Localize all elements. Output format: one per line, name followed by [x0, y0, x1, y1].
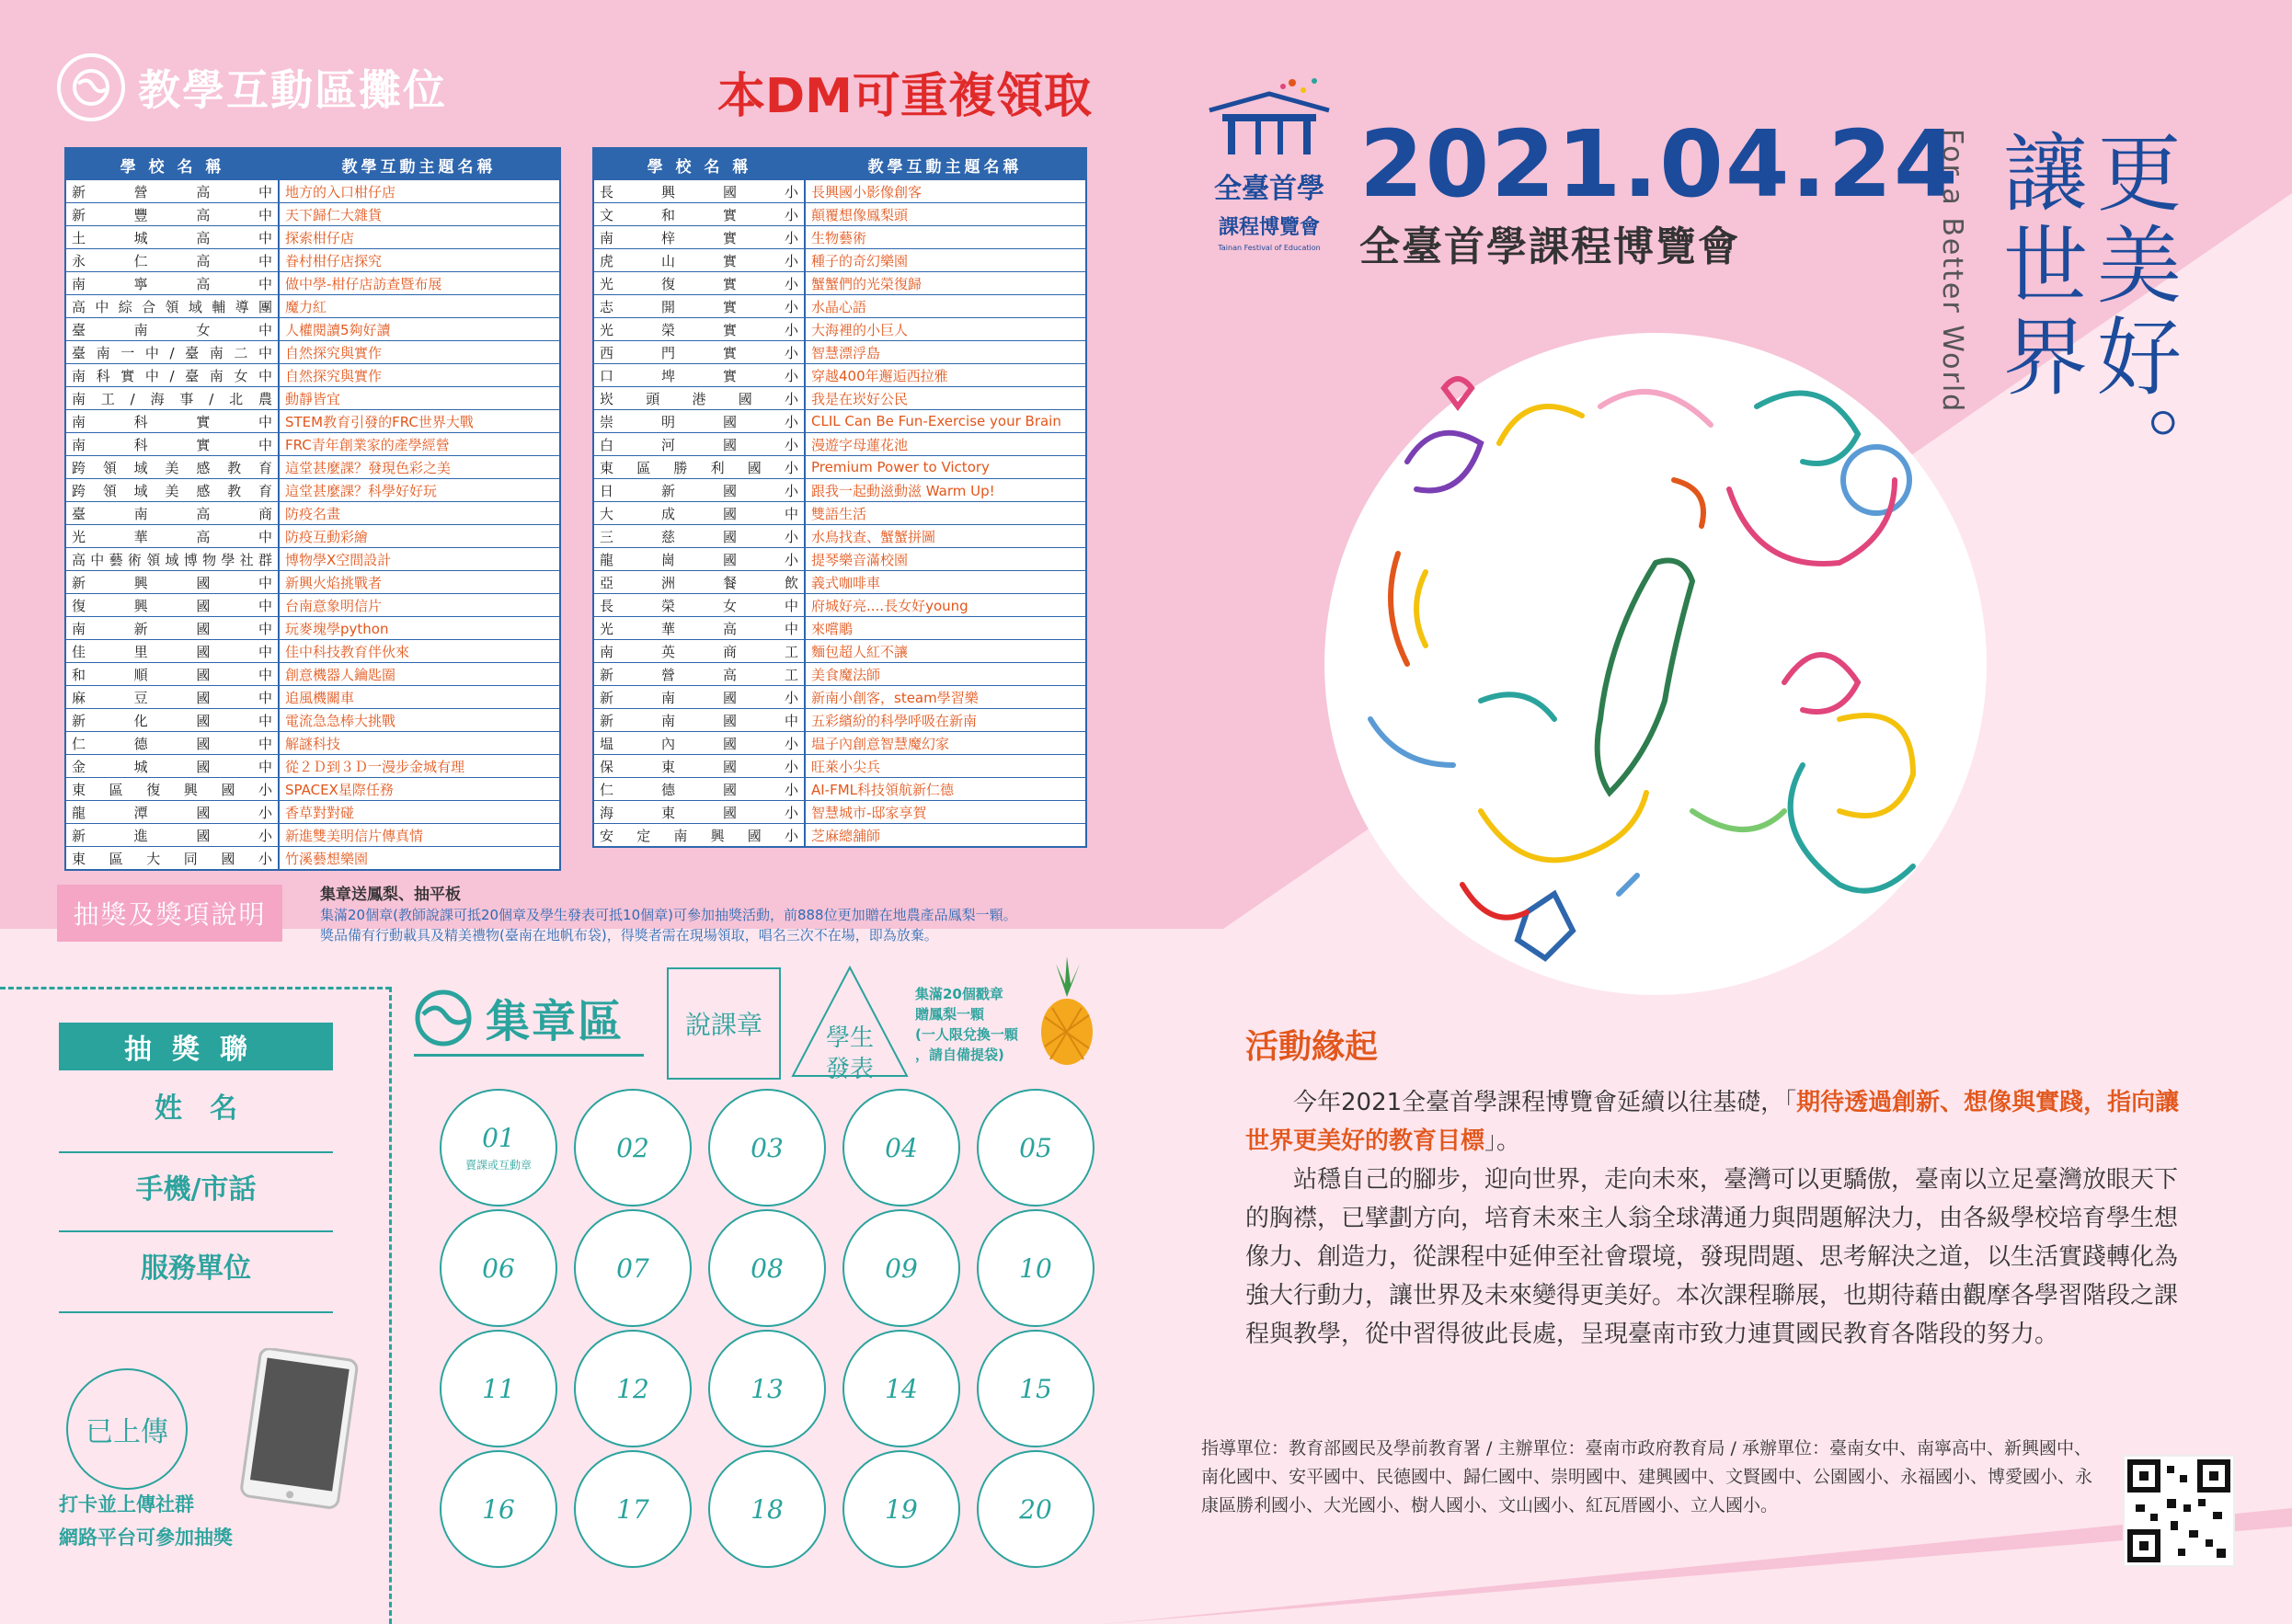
table-row: [65, 502, 560, 525]
school-cell: 新豐高中: [65, 203, 279, 226]
globe-icon: [57, 53, 125, 121]
school-cell: 南新國中: [65, 617, 279, 640]
table-row: [593, 709, 1086, 732]
school-cell: 高中藝術領域博物學社群: [65, 548, 279, 571]
lottery-heading: 集章送鳳梨、抽平板: [320, 886, 461, 904]
table-row: [593, 226, 1086, 249]
student-stamp-label: [819, 1023, 880, 1085]
school-cell: 永仁高中: [65, 249, 279, 272]
school-cell: 保東國小: [593, 755, 805, 778]
pineapple-note-line: 集滿20個戳章: [915, 986, 1003, 1002]
school-cell: 光華高中: [65, 525, 279, 548]
phone-field-label: 手機/市話: [135, 1173, 257, 1206]
topic-cell: 魔力紅: [279, 295, 560, 318]
school-cell: 新營高工: [593, 663, 805, 686]
table-row: [593, 180, 1086, 203]
stamp-number: 19: [885, 1493, 918, 1525]
stamp-sub-label: 賣課或互動章: [464, 1159, 532, 1172]
topic-cell: 穿越400年邂逅西拉雅: [805, 364, 1086, 387]
table-row: [65, 525, 560, 548]
table-row: [593, 755, 1086, 778]
stamp-circle[interactable]: [842, 1209, 960, 1327]
taiwan-doodle-illustration: [1324, 333, 1987, 995]
topic-cell: 博物學X空間設計: [279, 548, 560, 571]
table-row: [593, 801, 1086, 824]
school-cell: 新興國中: [65, 571, 279, 594]
school-cell: 塭內國小: [593, 732, 805, 755]
topic-cell: 自然探究與實作: [279, 364, 560, 387]
qr-code-icon: [2125, 1457, 2233, 1565]
topic-cell: 創意機器人鑰匙圈: [279, 663, 560, 686]
table-row: [65, 479, 560, 502]
school-cell: 南科實中: [65, 410, 279, 433]
table-row: [593, 433, 1086, 456]
topic-cell: 做中學-柑仔店訪查暨布展: [279, 272, 560, 295]
stamp-circle[interactable]: [440, 1089, 557, 1207]
topic-cell: SPACEX星際任務: [279, 778, 560, 801]
table-row: [65, 203, 560, 226]
school-col-header: 學 校 名 稱: [593, 148, 805, 180]
table-row: [593, 318, 1086, 341]
topic-cell: 台南意象明信片: [279, 594, 560, 617]
stamp-number: 16: [482, 1493, 515, 1525]
school-cell: 光復實小: [593, 272, 805, 295]
stamp-title-underline: [414, 1054, 644, 1057]
school-cell: 復興國中: [65, 594, 279, 617]
table-row: [65, 226, 560, 249]
school-cell: 臺南一中/臺南二中: [65, 341, 279, 364]
topic-cell: 五彩繽紛的科學呼吸在新南: [805, 709, 1086, 732]
pineapple-note-line: ，請自備提袋): [915, 1046, 1004, 1063]
name-field-label: 姓 名: [155, 1092, 237, 1125]
table-row: [65, 364, 560, 387]
upload-note-line-1: 打卡並上傳社群: [59, 1493, 194, 1515]
slogan-column-1: 更美好。: [2083, 129, 2182, 497]
topic-cell: 我是在崁好公民: [805, 387, 1086, 410]
topic-cell: 美食魔法師: [805, 663, 1086, 686]
stamp-circle[interactable]: [842, 1330, 960, 1447]
topic-cell: AI-FML科技領航新仁德: [805, 778, 1086, 801]
upload-note: [59, 1488, 233, 1554]
cut-line-vertical: [389, 987, 392, 1624]
school-cell: 和順國中: [65, 663, 279, 686]
topic-cell: 動靜皆宜: [279, 387, 560, 410]
school-cell: 光華高中: [593, 617, 805, 640]
school-cell: 南科實中: [65, 433, 279, 456]
table-row: [65, 387, 560, 410]
topic-cell: 玩麥塊學python: [279, 617, 560, 640]
unit-field-label: 服務單位: [141, 1252, 251, 1285]
table-row: [593, 732, 1086, 755]
table-row: [65, 249, 560, 272]
pineapple-note-line: (一人限兌換一顆: [915, 1026, 1018, 1043]
topic-cell: 提琴樂音滿校園: [805, 548, 1086, 571]
lottery-line-2: 獎品備有行動載具及精美禮物(臺南在地帆布袋)，得獎者需在現場領取，唱名三次不在場，即為放棄。: [320, 927, 938, 944]
topic-cell: 從２Ｄ到３Ｄ一漫步金城有理: [279, 755, 560, 778]
table-row: [65, 180, 560, 203]
topic-cell: 追風機關車: [279, 686, 560, 709]
school-cell: 仁德國小: [593, 778, 805, 801]
topic-cell: 大海裡的小巨人: [805, 318, 1086, 341]
table-row: [65, 755, 560, 778]
topic-cell: 人權閱讀5夠好讀: [279, 318, 560, 341]
topic-cell: 自然探究與實作: [279, 341, 560, 364]
stamp-number: 02: [616, 1132, 649, 1163]
qr-code[interactable]: [2123, 1455, 2235, 1567]
logo-line-3: Tainan Festival of Education: [1218, 244, 1321, 252]
stamp-circle[interactable]: [574, 1330, 692, 1447]
table-row: [65, 272, 560, 295]
booth-section-title: [57, 53, 447, 121]
booth-table-right: [592, 147, 1087, 848]
pineapple-icon: [1030, 956, 1104, 1067]
school-cell: 東區復興國小: [65, 778, 279, 801]
section-title-text: 教學互動區攤位: [138, 65, 447, 115]
school-cell: 土城高中: [65, 226, 279, 249]
stamp-circle[interactable]: [842, 1089, 960, 1207]
origin-p1-pre: 今年2021全臺首學課程博覽會延續以往基礎，「: [1245, 1089, 1797, 1116]
topic-cell: 長興國小影像創客: [805, 180, 1086, 203]
table-row: [593, 364, 1086, 387]
stamp-number: 04: [885, 1132, 918, 1163]
origin-heading: 活動緣起: [1245, 1028, 1379, 1066]
event-logo: [1196, 74, 1343, 252]
origin-paragraph-2: 站穩自己的腳步，迎向世界，走向未來，臺灣可以更驕傲，臺南以立足臺灣放眼天下的胸襟，已擘劃方向，培育未來主人翁全球溝通力與問題解決力，由各級學校培育學生想像力、創造力，從課程中延伸至社會環境，發現問題、思考解決之道，以生活實踐轉化為強大行動力，讓世界及未來變得更美好。本次課程聯展，也期待藉由觀摩各學習階段之課程與教學，從中習得彼此長處，呈現臺南市致力連貫國民教育各階段的努力。: [1245, 1166, 2179, 1348]
topic-cell: 生物藝術: [805, 226, 1086, 249]
school-cell: 新南國小: [593, 686, 805, 709]
table-row: [65, 571, 560, 594]
origin-paragraph-1: [1245, 1083, 2193, 1161]
school-cell: 臺南女中: [65, 318, 279, 341]
table-row: [593, 295, 1086, 318]
topic-cell: 新南小創客，steam學習樂: [805, 686, 1086, 709]
stamp-circle[interactable]: [977, 1209, 1094, 1327]
topic-cell: CLIL Can Be Fun-Exercise your Brain: [805, 410, 1086, 433]
topic-cell: 新興火焰挑戰者: [279, 571, 560, 594]
topic-cell: 這堂甚麼課？科學好好玩: [279, 479, 560, 502]
stamp-circle[interactable]: [708, 1209, 826, 1327]
booth-table-left: [64, 147, 561, 871]
school-cell: 南梓實小: [593, 226, 805, 249]
stamp-circle[interactable]: [574, 1450, 692, 1568]
school-cell: 亞洲餐飲: [593, 571, 805, 594]
phone-field-line[interactable]: [59, 1230, 333, 1232]
stamp-circle[interactable]: [842, 1450, 960, 1568]
slogan-english: For a Better World: [1936, 129, 1968, 414]
unit-field-line[interactable]: [59, 1311, 333, 1313]
stamp-circle[interactable]: [977, 1330, 1094, 1447]
school-cell: 高中綜合領域輔導團: [65, 295, 279, 318]
table-row: [593, 686, 1086, 709]
school-cell: 跨領域美感教育: [65, 456, 279, 479]
school-cell: 龍潭國小: [65, 801, 279, 824]
topic-cell: 眷村柑仔店探究: [279, 249, 560, 272]
school-cell: 龍崗國小: [593, 548, 805, 571]
upload-note-line-2: 網路平台可參加抽獎: [59, 1527, 233, 1549]
stamp-number: 20: [1019, 1493, 1052, 1525]
pineapple-note: [915, 984, 1018, 1065]
school-cell: 崇明國小: [593, 410, 805, 433]
table-row: [593, 272, 1086, 295]
school-cell: 南工/海事/北農: [65, 387, 279, 410]
school-cell: 南英商工: [593, 640, 805, 663]
table-row: [65, 410, 560, 433]
student-stamp-line-1: 學生: [825, 1024, 874, 1052]
table-row: [65, 594, 560, 617]
table-row: [65, 824, 560, 847]
uploaded-stamp-circle[interactable]: 已上傳: [66, 1368, 188, 1490]
tablet-icon: [237, 1348, 361, 1512]
table-row: [65, 548, 560, 571]
table-row: [593, 824, 1086, 848]
table-row: [65, 732, 560, 755]
stamp-number: 13: [751, 1373, 784, 1404]
stamp-circle[interactable]: [440, 1330, 557, 1447]
school-cell: 南科實中/臺南女中: [65, 364, 279, 387]
stamp-number: 18: [751, 1493, 784, 1525]
topic-cell: Premium Power to Victory: [805, 456, 1086, 479]
topic-cell: 智慧漂浮島: [805, 341, 1086, 364]
school-cell: 佳里國中: [65, 640, 279, 663]
event-date: 2021.04.24: [1359, 110, 1960, 218]
table-row: [65, 433, 560, 456]
name-field-line[interactable]: [59, 1151, 333, 1153]
table-row: [593, 203, 1086, 226]
table-row: [593, 778, 1086, 801]
topic-cell: 這堂甚麼課？發現色彩之美: [279, 456, 560, 479]
table-row: [593, 341, 1086, 364]
stamp-circle[interactable]: [440, 1450, 557, 1568]
globe-icon: [414, 989, 473, 1047]
stamp-number: 03: [751, 1132, 784, 1163]
lottery-description: [320, 905, 1111, 945]
table-row: [65, 318, 560, 341]
event-name: 全臺首學課程博覽會: [1359, 223, 1740, 270]
lottery-line-1: 集滿20個章(教師說課可抵20個章及學生發表可抵10個章)可參加抽獎活動，前888位更加贈在地農產品鳳梨一顆。: [320, 907, 1017, 923]
stamp-number: 15: [1019, 1373, 1052, 1404]
table-row: [593, 387, 1086, 410]
doodle-artwork: [1324, 333, 1987, 995]
logo-line-1: 全臺首學: [1214, 173, 1324, 205]
stamp-circle[interactable]: [977, 1450, 1094, 1568]
stamp-circle[interactable]: [708, 1330, 826, 1447]
school-cell: 跨領域美感教育: [65, 479, 279, 502]
stamp-circle[interactable]: [708, 1450, 826, 1568]
stamp-number: 11: [482, 1373, 515, 1404]
topic-cell: 佳中科技教育伴伙來: [279, 640, 560, 663]
topic-cell: 漫遊字母蓮花池: [805, 433, 1086, 456]
topic-cell: 防疫名畫: [279, 502, 560, 525]
lecture-stamp-box[interactable]: 說課章: [667, 967, 781, 1080]
table-row: [593, 571, 1086, 594]
school-cell: 臺南高商: [65, 502, 279, 525]
table-row: [593, 249, 1086, 272]
school-cell: 東區大同國小: [65, 847, 279, 871]
topic-cell: 水晶心語: [805, 295, 1086, 318]
topic-cell: 水鳥找查、蟹蟹拼圖: [805, 525, 1086, 548]
stamp-section-title: [414, 986, 624, 1049]
school-cell: 長榮女中: [593, 594, 805, 617]
school-cell: 光榮實小: [593, 318, 805, 341]
topic-col-header: 教學互動主題名稱: [805, 148, 1086, 180]
school-cell: 三慈國小: [593, 525, 805, 548]
stamp-circle[interactable]: [708, 1089, 826, 1207]
stamp-number: 09: [885, 1252, 918, 1284]
stamp-number: 12: [616, 1373, 649, 1404]
dm-reusable-note: 本DM可重複領取: [717, 69, 1092, 124]
origin-p1-highlight: 期待透過創新、想像與實踐，指向讓世界更美好的教育目標: [1245, 1089, 2180, 1155]
topic-cell: 解謎科技: [279, 732, 560, 755]
school-cell: 新進國小: [65, 824, 279, 847]
topic-cell: STEM教育引發的FRC世界大戰: [279, 410, 560, 433]
table-row: [593, 456, 1086, 479]
table-row: [65, 456, 560, 479]
table-row: [593, 617, 1086, 640]
topic-cell: 來嚐鵰: [805, 617, 1086, 640]
school-cell: 新營高中: [65, 180, 279, 203]
table-row: [593, 663, 1086, 686]
topic-cell: 地方的入口柑仔店: [279, 180, 560, 203]
stamp-number: 07: [616, 1252, 649, 1284]
topic-cell: 府城好亮....長女好young: [805, 594, 1086, 617]
origin-p1-post: 」。: [1484, 1127, 1521, 1155]
table-row: [65, 686, 560, 709]
table-row: [65, 640, 560, 663]
school-cell: 仁德國中: [65, 732, 279, 755]
school-cell: 文和實小: [593, 203, 805, 226]
table-row: [65, 778, 560, 801]
temple-gate-icon: [1200, 74, 1338, 156]
topic-cell: 天下歸仁大雜貨: [279, 203, 560, 226]
table-row: [65, 617, 560, 640]
topic-cell: 探索柑仔店: [279, 226, 560, 249]
stamp-number: 14: [885, 1373, 918, 1404]
school-cell: 南寧高中: [65, 272, 279, 295]
coupon-title: 抽獎聯: [59, 1023, 333, 1070]
topic-cell: 蟹蟹們的光榮復歸: [805, 272, 1086, 295]
topic-cell: 防疫互動彩繪: [279, 525, 560, 548]
organizer-credits: 指導單位：教育部國民及學前教育署 / 主辦單位：臺南市政府教育局 / 承辦單位：臺南女中、南寧高中、新興國中、南化國中、安平國中、民德國中、歸仁國中、崇明國中、建興國中、文賢國中、公園國小、永福國小、博愛國小、永康區勝利國小、大光國小、樹人國小、文山國小、紅瓦厝國小、立人國小。: [1201, 1438, 2093, 1515]
stamp-circle[interactable]: [440, 1209, 557, 1327]
table-row: [65, 295, 560, 318]
school-cell: 新化國中: [65, 709, 279, 732]
school-cell: 新南國中: [593, 709, 805, 732]
school-cell: 麻豆國中: [65, 686, 279, 709]
logo-line-2: 課程博覽會: [1218, 216, 1320, 239]
stamp-section-title-text: 集章區: [486, 996, 625, 1047]
topic-col-header: 教學互動主題名稱: [279, 148, 560, 180]
stamp-number: 10: [1019, 1252, 1052, 1284]
school-cell: 大成國中: [593, 502, 805, 525]
topic-cell: 種子的奇幻樂園: [805, 249, 1086, 272]
pineapple-note-line: 贈鳳梨一顆: [915, 1006, 985, 1023]
topic-cell: 義式咖啡車: [805, 571, 1086, 594]
topic-cell: 智慧城市-邸家享賀: [805, 801, 1086, 824]
topic-cell: 顛覆想像鳳梨頭: [805, 203, 1086, 226]
topic-cell: 塭子內創意智慧魔幻家: [805, 732, 1086, 755]
slogan-column-2: 讓世界: [1989, 129, 2088, 405]
table-row: [593, 502, 1086, 525]
topic-cell: 麵包超人紅不讓: [805, 640, 1086, 663]
table-row: [593, 410, 1086, 433]
school-cell: 金城國中: [65, 755, 279, 778]
table-row: [593, 640, 1086, 663]
school-cell: 安定南興國小: [593, 824, 805, 848]
topic-cell: 跟我一起動滋動滋 Warm Up!: [805, 479, 1086, 502]
table-row: [593, 479, 1086, 502]
topic-cell: FRC青年創業家的產學經營: [279, 433, 560, 456]
school-cell: 海東國小: [593, 801, 805, 824]
stamp-number: 08: [751, 1252, 784, 1284]
stamp-circle[interactable]: [977, 1089, 1094, 1207]
school-cell: 崁頭港國小: [593, 387, 805, 410]
school-cell: 日新國小: [593, 479, 805, 502]
stamp-circle[interactable]: [574, 1089, 692, 1207]
topic-cell: 旺萊小尖兵: [805, 755, 1086, 778]
school-cell: 長興國小: [593, 180, 805, 203]
topic-cell: 香草對對碰: [279, 801, 560, 824]
school-col-header: 學 校 名 稱: [65, 148, 279, 180]
cut-line-horizontal: [0, 987, 391, 989]
table-row: [65, 847, 560, 871]
table-row: [593, 594, 1086, 617]
stamp-circle[interactable]: [574, 1209, 692, 1327]
table-row: [65, 801, 560, 824]
topic-cell: 竹溪藝想樂園: [279, 847, 560, 871]
topic-cell: 新進雙美明信片傳真情: [279, 824, 560, 847]
table-row: [65, 709, 560, 732]
stamp-number: 17: [616, 1493, 649, 1525]
stamp-number: 05: [1019, 1132, 1052, 1163]
lottery-info-button[interactable]: 抽獎及獎項說明: [57, 885, 282, 942]
school-cell: 白河國小: [593, 433, 805, 456]
school-cell: 西門實小: [593, 341, 805, 364]
stamp-number: 06: [482, 1252, 515, 1284]
school-cell: 口埤實小: [593, 364, 805, 387]
topic-cell: 電流急急棒大挑戰: [279, 709, 560, 732]
topic-cell: 芝麻總舖師: [805, 824, 1086, 848]
table-row: [593, 525, 1086, 548]
table-row: [65, 663, 560, 686]
student-stamp-line-2: 發表: [825, 1056, 874, 1083]
table-row: [593, 548, 1086, 571]
stamp-number: 01: [482, 1123, 515, 1153]
topic-cell: 雙語生活: [805, 502, 1086, 525]
table-row: [65, 341, 560, 364]
school-cell: 志開實小: [593, 295, 805, 318]
school-cell: 東區勝利國小: [593, 456, 805, 479]
school-cell: 虎山實小: [593, 249, 805, 272]
